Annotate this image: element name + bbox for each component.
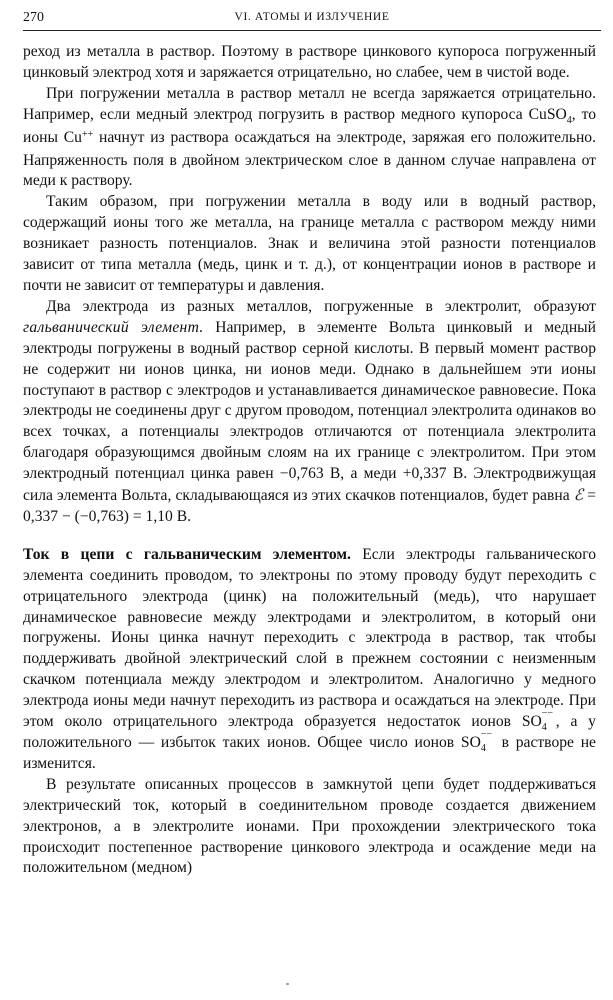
section-gap: [23, 528, 596, 545]
print-speck: [286, 983, 289, 985]
body-text: [23, 42, 596, 879]
subscript-4: 4: [566, 114, 572, 126]
sulfate-sub-2: 4: [480, 743, 486, 754]
paragraph-4-text-b: Например, в элементе Вольта цинковый и медный электроды погружены в водный раствор серной кислоты. В первый момент раствор не содержит ни ионов цинка, ни ионов меди. Однако в дальнейшем эти ионы поступают в раствор с электродов и устанавливается динамическое равновесие. Пока электроды не соединены друг с другом проводом, потенциал электролита одинаков во всех точках, а потенциалы электродов отличаются от потенциала электролита благодаря образующимся двойным слоям на их границе с электролитом. При этом электродный потенциал цинка равен −0,763 В, а меди +0,337 В. Электродвижущая сила элемента Вольта, складывающаяся из этих скачков потенциалов, будет равна: [23, 318, 596, 505]
page-number: 270: [23, 10, 44, 25]
paragraph-4: [23, 297, 596, 528]
paragraph-3: Таким образом, при погружении металла в воду или в водный раствор, содержащий ионы того же металла, на границе металла с раствором между ними возникает разность потенциалов. Знак и величина этой разности потенциалов зависит от типа металла (медь, цинк и т. д.), от концентрации ионов в растворе и почти не зависит от температуры и давления.: [23, 193, 596, 294]
section-heading: Ток в цепи с гальваническим элементом.: [23, 545, 351, 563]
page-header: [23, 8, 601, 31]
paragraph-1: реход из металла в раствор. Поэтому в растворе цинкового купороса погруженный цинковый электрод хотя и заряжается отрицательно, но слабее, чем в чистой воде.: [23, 43, 596, 81]
paragraph-5: [23, 545, 596, 775]
term-galvanic-cell: гальванический элемент.: [23, 318, 204, 336]
sulfate-sub-1: 4: [541, 722, 547, 734]
paragraph-4-text-a: Два электрода из разных металлов, погруженные в электролит, образуют: [46, 297, 596, 315]
paragraph-2: [23, 84, 596, 193]
superscript-plus-plus: ++: [81, 128, 94, 140]
sulfate-ion-charge-2: [480, 729, 495, 754]
paragraph-2-text-c: начнут из раствора осаждаться на электроде, заряжая его положительно. Напряженность поля в двойном электрическом слое в данном случае направлена от меди к раствору.: [23, 128, 596, 190]
sulfate-ion-charge-1: [541, 708, 556, 734]
paragraph-6: В результате описанных процессов в замкнутой цепи будет поддерживаться электрический ток, который в соединительном проводе создается движением электронов, а в электролите ионами. При прохождении электрического тока происходит постепенное растворение цинкового электрода и осаждение меди на положительном (медном): [23, 775, 596, 877]
paragraph-2-text-b: , то ионы Cu: [23, 105, 597, 146]
paragraph-4-text-c: = 0,337 − (−0,763) = 1,10 В.: [23, 487, 596, 525]
sulfate-sup-2: −−: [480, 729, 493, 740]
paragraph-5-text-b: , а у положительного — избыток таких ионов. Общее число ионов SO: [23, 713, 596, 751]
paragraph-5-text-a: Если электроды гальванического элемента соединить проводом, то электроны по этому проводу будут переходить с отрицательного электрода (цинк) на положительный (медь), что нарушает динамическое равновесие между электродами и электролитом, в который они погружены. Ионы цинка начнут переходить с электрода в раствор, так чтобы поддерживать двойной электрический слой в прежнем состоянии с неизменным скачком потенциала между электродом и электролитом. Аналогично у медного электрода ионы меди начнут переходить из раствора и осаждаться на электроде. При этом около отрицательного электрода образуется недостаток ионов SO: [23, 545, 596, 731]
running-head: VI. АТОМЫ И ИЗЛУЧЕНИЕ: [234, 11, 390, 23]
sulfate-sup-1: −−: [541, 708, 554, 720]
emf-symbol: ℰ: [573, 486, 584, 505]
paragraph-2-text-a: При погружении металла в раствор металл не всегда заряжается отрицательно. Например, если медный электрод погрузить в раствор медного купороса CuSO: [23, 84, 596, 123]
paragraph-5-text-c: в растворе не изменится.: [23, 734, 596, 772]
